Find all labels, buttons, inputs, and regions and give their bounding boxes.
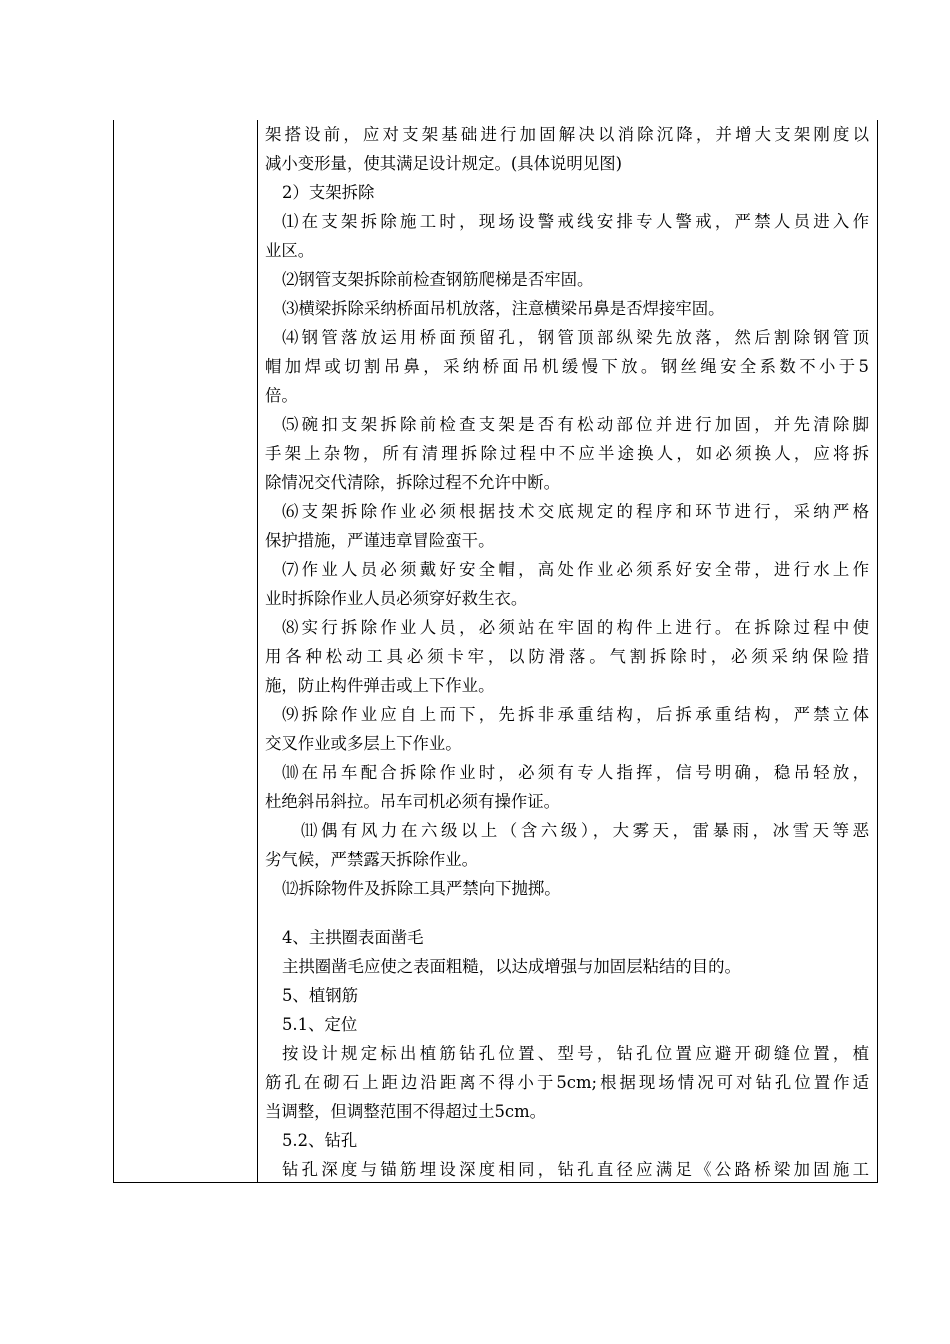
text-line: ⑴在支架拆除施工时，现场设警戒线安排专人警戒，严禁人员进入作	[282, 212, 869, 231]
text-line: 用各种松动工具必须卡牢，以防滑落。气割拆除时，必须采纳保险措	[265, 647, 869, 666]
text-line: 交叉作业或多层上下作业。	[265, 734, 462, 753]
text-line: 杜绝斜吊斜拉。吊车司机必须有操作证。	[265, 792, 561, 811]
text-line: 帽加焊或切割吊鼻，采纳桥面吊机缓慢下放。钢丝绳安全系数不小于5	[265, 357, 869, 376]
text-line: 5.2、钻孔	[282, 1131, 358, 1150]
text-line: 5、植钢筋	[282, 986, 358, 1005]
text-line: 筋孔在砌石上距边沿距离不得小于5cm;根据现场情况可对钻孔位置作适	[265, 1073, 869, 1092]
text-line: ⑷钢管落放运用桥面预留孔，钢管顶部纵梁先放落，然后割除钢管顶	[282, 328, 869, 347]
text-line: ⑽在吊车配合拆除作业时，必须有专人指挥，信号明确，稳吊轻放，	[282, 763, 869, 782]
text-line: ⑶横梁拆除采纳桥面吊机放落，注意横梁吊鼻是否焊接牢固。	[282, 299, 725, 318]
text-line: ⑹支架拆除作业必须根据技术交底规定的程序和环节进行，采纳严格	[282, 502, 869, 521]
text-line: 劣气候，严禁露天拆除作业。	[265, 850, 479, 869]
text-line: ⑻实行拆除作业人员，必须站在牢固的构件上进行。在拆除过程中使	[282, 618, 869, 637]
text-line: 业时拆除作业人员必须穿好救生衣。	[265, 589, 528, 608]
text-line: 5.1、定位	[282, 1015, 358, 1034]
text-line: 手架上杂物，所有清理拆除过程中不应半途换人，如必须换人，应将拆	[265, 444, 869, 463]
text-line: 除情况交代清除，拆除过程不允许中断。	[265, 473, 561, 492]
text-line: 主拱圈凿毛应使之表面粗糙，以达成增强与加固层粘结的目的。	[282, 957, 741, 976]
text-line: 架搭设前，应对支架基础进行加固解决以消除沉降，并增大支架刚度以	[265, 125, 869, 144]
document-table	[113, 120, 878, 1183]
text-line: ⑿拆除物件及拆除工具严禁向下抛掷。	[282, 879, 561, 898]
blank-line	[265, 903, 869, 923]
text-line: ⑵钢管支架拆除前检查钢筋爬梯是否牢固。	[282, 270, 594, 289]
text-line: 保护措施，严谨违章冒险蛮干。	[265, 531, 495, 550]
text-line: ⑾偶有风力在六级以上（含六级），大雾天，雷暴雨，冰雪天等恶	[301, 821, 869, 840]
text-line: 业区。	[265, 241, 315, 260]
text-line: ⑺作业人员必须戴好安全帽，高处作业必须系好安全带，进行水上作	[282, 560, 869, 579]
text-line: 当调整，但调整范围不得超过土5cm。	[265, 1102, 547, 1121]
column-divider	[257, 120, 258, 1182]
text-line: 2）支架拆除	[282, 183, 375, 202]
content-cell	[259, 120, 877, 1182]
text-line: 钻孔深度与锚筋埋设深度相同，钻孔直径应满足《公路桥梁加固施工	[282, 1160, 869, 1179]
text-line: ⑸碗扣支架拆除前检查支架是否有松动部位并进行加固，并先清除脚	[282, 415, 869, 434]
text-line: ⑼拆除作业应自上而下，先拆非承重结构，后拆承重结构，严禁立体	[282, 705, 869, 724]
text-line: 按设计规定标出植筋钻孔位置、型号，钻孔位置应避开砌缝位置，植	[282, 1044, 869, 1063]
text-line: 倍。	[265, 386, 298, 405]
text-line: 施，防止构件弹击或上下作业。	[265, 676, 495, 695]
text-line: 4、主拱圈表面凿毛	[282, 928, 424, 947]
text-line: 减小变形量，使其满足设计规定。(具体说明见图)	[265, 154, 622, 173]
